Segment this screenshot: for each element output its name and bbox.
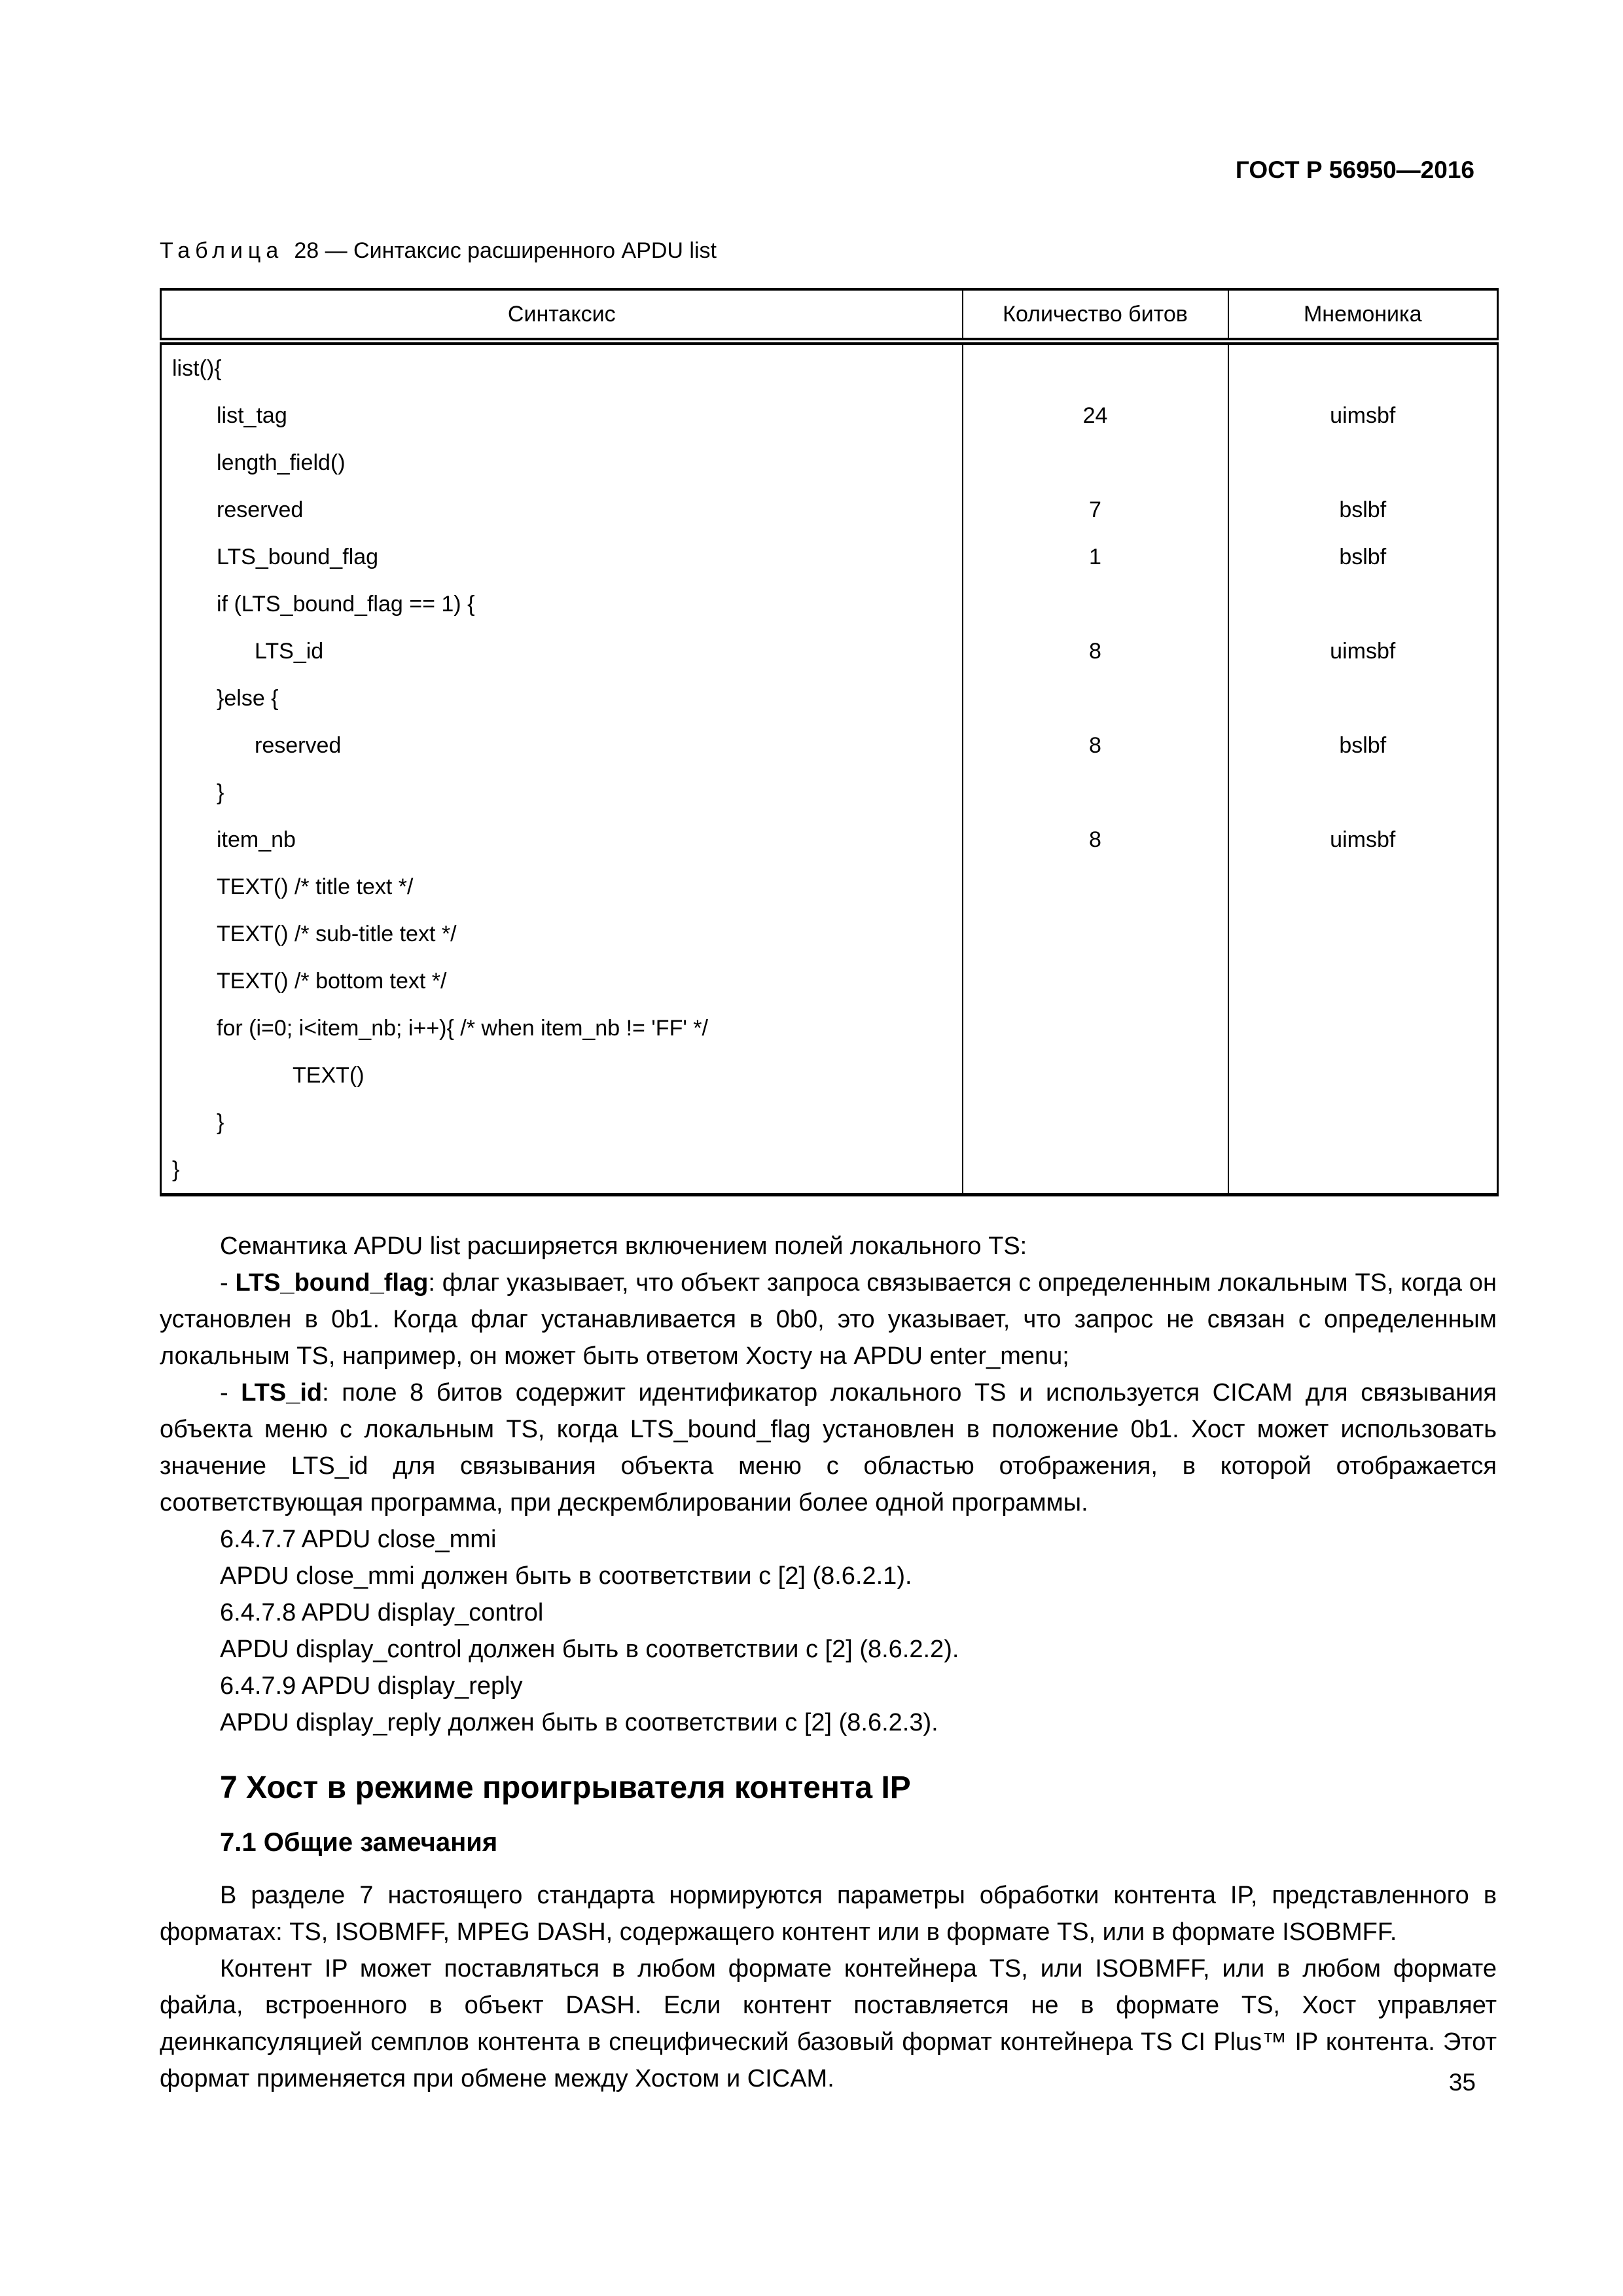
clause-body: APDU close_mmi должен быть в соответствии с [2] (8.6.2.1). — [220, 1562, 912, 1590]
mnemonic-cell — [1228, 1005, 1498, 1052]
bits-cell — [963, 1099, 1228, 1146]
clause-heading: 6.4.7.8 APDU display_control — [220, 1599, 544, 1626]
bits-cell: 24 — [963, 392, 1228, 439]
mnemonic-cell: bslbf — [1228, 533, 1498, 581]
semantics-item — [160, 1265, 1497, 1374]
syntax-cell: } — [172, 1157, 180, 1182]
table-caption — [160, 237, 1497, 264]
section-7-1-subheading: 7.1 Общие замечания — [220, 1828, 498, 1857]
table-row — [161, 863, 1498, 910]
mnemonic-cell: uimsbf — [1228, 628, 1498, 675]
mnemonic-cell — [1228, 439, 1498, 486]
bits-cell: 1 — [963, 533, 1228, 581]
syntax-cell: LTS_id — [255, 638, 324, 664]
syntax-cell: item_nb — [217, 827, 296, 852]
page-number: 35 — [1448, 2069, 1476, 2096]
syntax-table-body — [161, 342, 1498, 1195]
doc-number: ГОСТ Р 56950—2016 — [1235, 156, 1474, 183]
syntax-cell: TEXT() — [293, 1062, 365, 1088]
table-header — [161, 289, 1498, 342]
semantics-item — [160, 1374, 1497, 1521]
syntax-cell: TEXT() /* title text */ — [217, 874, 414, 899]
mnemonic-cell: bslbf — [1228, 486, 1498, 533]
column-header-syntax: Синтаксис — [161, 289, 963, 342]
syntax-cell: list_tag — [217, 403, 287, 428]
syntax-cell: for (i=0; i<item_nb; i++){ /* when item_nb != 'FF' */ — [217, 1015, 708, 1041]
clause-heading: 6.4.7.7 APDU close_mmi — [220, 1526, 497, 1553]
bits-cell: 8 — [963, 722, 1228, 769]
column-header-mnemonic: Мнемоника — [1228, 289, 1498, 342]
table-row — [161, 1146, 1498, 1195]
page-content — [160, 0, 1497, 2097]
mnemonic-cell — [1228, 1052, 1498, 1099]
bits-cell — [963, 1052, 1228, 1099]
table-row — [161, 816, 1498, 863]
clause-body: APDU display_reply должен быть в соответствии с [2] (8.6.2.3). — [220, 1709, 938, 1736]
table-row — [161, 628, 1498, 675]
syntax-cell: }else { — [217, 685, 279, 711]
table-row — [161, 581, 1498, 628]
bits-cell — [963, 958, 1228, 1005]
syntax-cell: list(){ — [172, 355, 222, 381]
table-row — [161, 533, 1498, 581]
table-caption-label: Таблица — [160, 238, 284, 263]
table-row — [161, 1099, 1498, 1146]
clauses-block — [160, 1521, 1497, 1741]
table-row — [161, 910, 1498, 958]
bits-cell — [963, 439, 1228, 486]
semantics-block — [160, 1228, 1497, 1741]
item-term: LTS_id — [241, 1379, 323, 1407]
table-row — [161, 1005, 1498, 1052]
bits-cell: 8 — [963, 628, 1228, 675]
bits-cell — [963, 581, 1228, 628]
syntax-cell: LTS_bound_flag — [217, 544, 379, 569]
mnemonic-cell — [1228, 863, 1498, 910]
syntax-cell: } — [217, 1109, 224, 1135]
paragraph: В разделе 7 настоящего стандарта нормируются параметры обработки контента IP, представленного в форматах: TS, ISOBMFF, MPEG DASH, содержащего контент или в формате TS, или в формате ISOBMFF. — [160, 1882, 1497, 1946]
paragraph: Контент IP может поставляться в любом формате контейнера TS, или ISOBMFF, или в любом формате файла, встроенного в объект DASH. Если контент поставляется не в формате TS, Хост управляет деинкапсуляцией семплов контента в специфический базовый формат контейнера TS CI Plus™ IP контента. Этот формат применяется при обмене между Хостом и CICAM. — [160, 1955, 1497, 2092]
clause-heading: 6.4.7.9 APDU display_reply — [220, 1672, 523, 1700]
table-row — [161, 769, 1498, 816]
table-caption-title: 28 — Синтаксис расширенного APDU list — [294, 238, 717, 263]
mnemonic-cell — [1228, 910, 1498, 958]
table-row — [161, 342, 1498, 393]
apdu-syntax-table — [160, 288, 1499, 1196]
table-row — [161, 392, 1498, 439]
mnemonic-cell — [1228, 342, 1498, 393]
item-term: LTS_bound_flag — [235, 1269, 429, 1297]
semantics-intro: Семантика APDU list расширяется включением полей локального TS: — [220, 1232, 1027, 1260]
mnemonic-cell — [1228, 675, 1498, 722]
syntax-cell: length_field() — [217, 450, 346, 475]
table-row — [161, 1052, 1498, 1099]
mnemonic-cell: uimsbf — [1228, 816, 1498, 863]
bits-cell: 7 — [963, 486, 1228, 533]
syntax-cell: } — [217, 780, 224, 805]
section-7-paragraphs — [160, 1877, 1497, 2097]
item-dash: - — [220, 1379, 241, 1407]
bits-cell — [963, 342, 1228, 393]
syntax-cell: TEXT() /* bottom text */ — [217, 968, 447, 994]
item-text: : поле 8 битов содержит идентификатор локального TS и используется CICAM для связывания объекта меню с локальным TS, когда LTS_bound_flag установлен в положение 0b1. Хост может использовать значение LTS_id для связывания объекта меню с областью отображения, в которой отображается соответствующая программа, при дескремблировании более одной программы. — [160, 1379, 1497, 1516]
table-row — [161, 722, 1498, 769]
table-row — [161, 958, 1498, 1005]
syntax-cell: if (LTS_bound_flag == 1) { — [217, 591, 475, 617]
table-header-row — [161, 289, 1498, 342]
mnemonic-cell — [1228, 958, 1498, 1005]
item-text: : флаг указывает, что объект запроса связывается с определенным локальным TS, когда он установлен в 0b1. Когда флаг устанавливается в 0b0, это указывает, что запрос не связан с определенным локальным TS, например, он может быть ответом Хосту на APDU enter_menu; — [160, 1269, 1497, 1370]
mnemonic-cell — [1228, 1146, 1498, 1195]
bits-cell — [963, 1146, 1228, 1195]
syntax-cell: TEXT() /* sub-title text */ — [217, 921, 457, 946]
syntax-cell: reserved — [217, 497, 304, 522]
section-7-heading: 7 Хост в режиме проигрывателя контента IP — [220, 1770, 911, 1805]
bits-cell — [963, 863, 1228, 910]
syntax-cell: reserved — [255, 732, 342, 758]
bits-cell — [963, 1005, 1228, 1052]
bits-cell — [963, 675, 1228, 722]
mnemonic-cell: bslbf — [1228, 722, 1498, 769]
table-row — [161, 439, 1498, 486]
column-header-bits: Количество битов — [963, 289, 1228, 342]
table-row — [161, 486, 1498, 533]
item-dash: - — [220, 1269, 236, 1297]
mnemonic-cell: uimsbf — [1228, 392, 1498, 439]
table-row — [161, 675, 1498, 722]
bits-cell — [963, 910, 1228, 958]
mnemonic-cell — [1228, 769, 1498, 816]
bits-cell — [963, 769, 1228, 816]
mnemonic-cell — [1228, 1099, 1498, 1146]
mnemonic-cell — [1228, 581, 1498, 628]
bits-cell: 8 — [963, 816, 1228, 863]
clause-body: APDU display_control должен быть в соответствии с [2] (8.6.2.2). — [220, 1636, 959, 1663]
